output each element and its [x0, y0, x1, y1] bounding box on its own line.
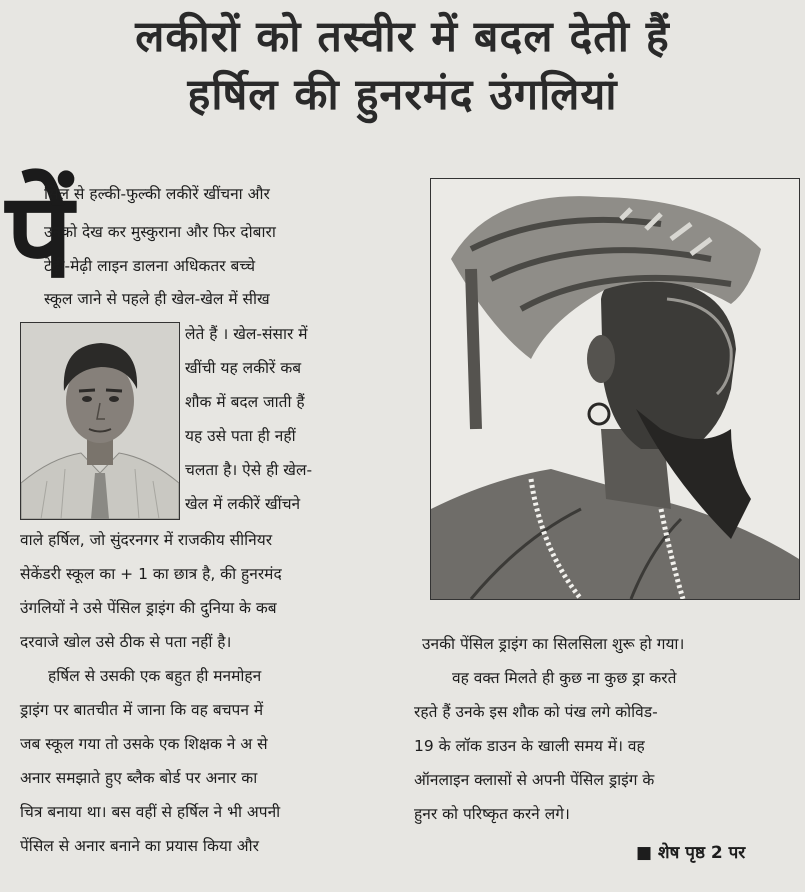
student-photo: [20, 322, 180, 520]
text-line: यह उसे पता ही नहीं: [185, 427, 296, 445]
text-line: उनकी पेंसिल ड्राइंग का सिलसिला शुरू हो गया।: [422, 635, 685, 653]
text-line: जब स्कूल गया तो उसके एक शिक्षक ने अ से: [20, 735, 268, 753]
portrait-sketch-image: [431, 179, 799, 599]
text-line: 19 के लॉक डाउन के खाली समय में। वह: [414, 737, 645, 755]
text-line: पेंसिल से अनार बनाने का प्रयास किया और: [20, 837, 259, 855]
text-line: लेते हैं । खेल-संसार में: [185, 325, 308, 343]
text-line: टेढ़ी-मेढ़ी लाइन डालना अधिकतर बच्चे: [44, 257, 256, 275]
pencil-portrait-drawing: [430, 178, 800, 600]
headline-line-1: लकीरों को तस्वीर में बदल देती हैं: [135, 12, 670, 62]
text-line: हुनर को परिष्कृत करने लगे।: [414, 805, 570, 823]
text-line: अनार समझाते हुए ब्लैक बोर्ड पर अनार का: [20, 769, 258, 787]
text-line: खींची यह लकीरें कब: [185, 359, 302, 377]
headline-line-2: हर्षिल की हुनरमंद उंगलियां: [187, 70, 618, 120]
text-line: ड्राइंग पर बातचीत में जाना कि वह बचपन में: [20, 701, 264, 719]
headline: [0, 8, 805, 124]
text-line: ऑनलाइन क्लासों से अपनी पेंसिल ड्राइंग के: [414, 771, 655, 789]
text-line: उंगलियों ने उसे पेंसिल ड्राइंग की दुनिया के कब: [20, 599, 277, 617]
text-line: स्कूल जाने से पहले ही खेल-खेल में सीख: [44, 290, 270, 308]
text-line: सेकेंडरी स्कूल का + 1 का छात्र है, की हुनरमंद: [20, 565, 282, 583]
text-line: हर्षिल से उसकी एक बहुत ही मनमोहन: [48, 667, 262, 685]
text-line: शौक में बदल जाती हैं: [185, 393, 305, 411]
text-line: वह वक्त मिलते ही कुछ ना कुछ ड्रा करते: [452, 669, 677, 687]
text-line: वाले हर्षिल, जो सुंदरनगर में राजकीय सीनियर: [20, 531, 273, 549]
text-line: उनको देख कर मुस्कुराना और फिर दोबारा: [44, 223, 276, 241]
text-line: सिल से हल्की-फुल्की लकीरें खींचना और: [44, 185, 270, 203]
text-line: रहते हैं उनके इस शौक को पंख लगे कोविड-: [414, 703, 658, 721]
text-line: दरवाजे खोल उसे ठीक से पता नहीं है।: [20, 633, 232, 651]
drop-cap: पें: [6, 165, 74, 304]
text-line: खेल में लकीरें खींचने: [185, 495, 301, 513]
text-line: चित्र बनाया था। बस वहीं से हर्षिल ने भी अपनी: [20, 803, 281, 821]
continued-on-page-note: ■ शेष पृष्ठ 2 पर: [636, 843, 746, 863]
text-line: चलता है। ऐसे ही खेल-: [185, 461, 313, 479]
student-photo-image: [21, 323, 179, 519]
